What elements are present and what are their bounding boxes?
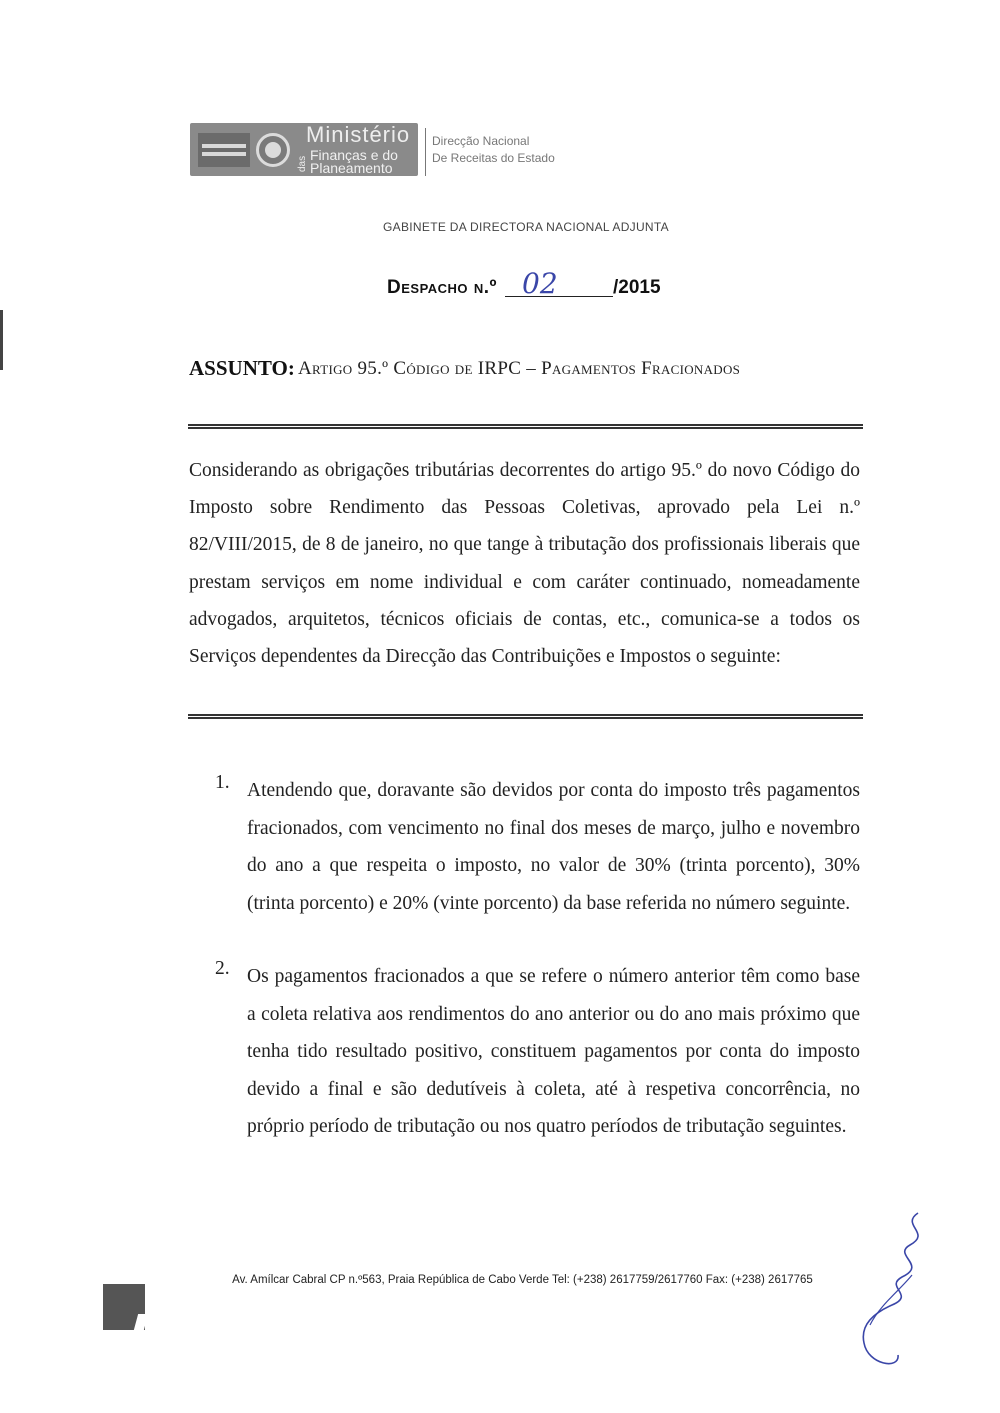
direction-line-2: De Receitas do Estado	[432, 151, 555, 165]
intro-paragraph: Considerando as obrigações tributárias decorrentes do artigo 95.º do novo Código do Imposto sobre Rendimento das Pessoas Coletivas, aprovado pela Lei n.º 82/VIII/2015, de 8 de janeiro, no que tange à tributação dos profissionais liberais que prestam serviços em nome individual e com caráter continuado, nomeadamente advogados, arquitetos, técnicos oficiais de contas, etc., comunica-se a todos os Serviços dependentes da Direcção das Contribuições e Impostos o seguinte:	[189, 460, 860, 668]
emblem-center	[265, 142, 281, 158]
scan-edge-mark	[0, 310, 3, 370]
despacho-label: Despacho n.º	[387, 277, 497, 298]
list-item: Atendendo que, doravante são devidos por conta do imposto três pagamentos fracionados, com vencimento no final dos meses de março, julho e novembro do ano a que respeita o imposto, no valor de 30% (trinta porcento), 30% (trinta porcento) e 20% (vinte porcento) da base referida no número seguinte.	[247, 780, 860, 914]
ministry-line-2: Finanças e do	[310, 147, 398, 163]
signature	[840, 1205, 960, 1375]
despacho-year: /2015	[613, 277, 661, 298]
assunto-text: Artigo 95.º Código de IRPC – Pagamentos Fracionados	[298, 358, 741, 379]
despacho-number: 02	[522, 267, 558, 300]
ministry-line-3: Planeamento	[310, 160, 393, 176]
item-number: 1.	[215, 772, 230, 793]
header-divider	[425, 128, 426, 176]
direction-line-1: Direcção Nacional	[432, 134, 530, 148]
flag-icon	[198, 133, 250, 167]
assunto-label: ASSUNTO:	[189, 356, 295, 380]
ministry-das: das	[297, 155, 308, 172]
list-item: Os pagamentos fracionados a que se refere o número anterior têm como base a coleta relativa aos rendimentos do ano anterior ou do ano mais próximo que tenha tido resultado positivo, constituem pagamentos por conta do imposto devido a final e são dedutíveis à coleta, até à respetiva concorrência, no próprio período de tributação ou nos quatro períodos de tributação seguintes.	[247, 966, 860, 1137]
footer-address: Av. Amílcar Cabral CP n.º563, Praia República de Cabo Verde Tel: (+238) 2617759/2617760 Fax: (+238) 2617765	[232, 1274, 813, 1286]
office-title: GABINETE DA DIRECTORA NACIONAL ADJUNTA	[383, 220, 669, 234]
item-number: 2.	[215, 958, 230, 979]
divider-bottom	[188, 714, 863, 719]
ministry-title: Ministério	[306, 122, 411, 147]
divider-top	[188, 424, 863, 429]
